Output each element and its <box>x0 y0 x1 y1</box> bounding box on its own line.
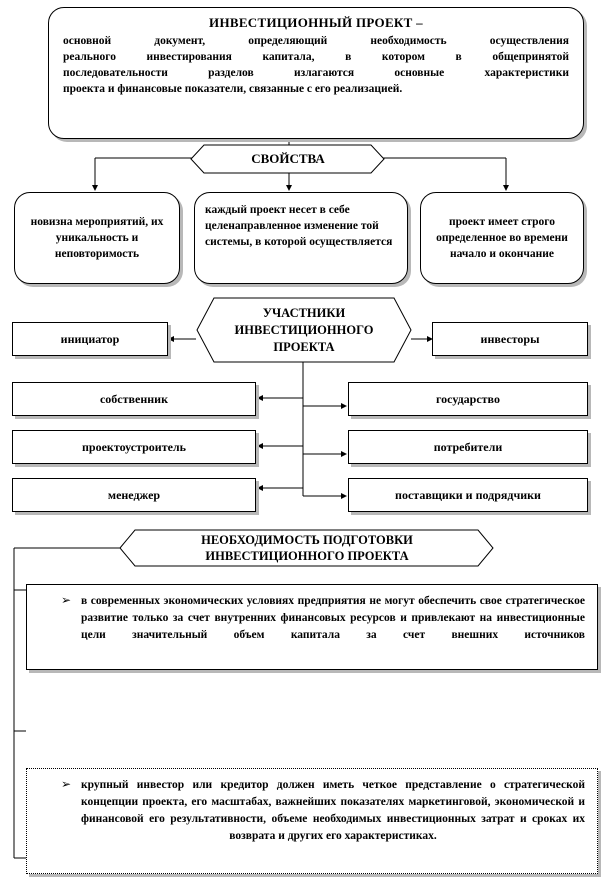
definition-line: основной документ, определяющий необходимость осуществления <box>63 35 569 47</box>
necessity-bullet-row <box>27 593 597 644</box>
participant-state: государство <box>348 382 588 416</box>
necessity-title-line: ИНВЕСТИЦИОННОГО ПРОЕКТА <box>205 549 409 563</box>
participant-manager: менеджер <box>12 478 256 512</box>
necessity-bullet-row <box>27 777 597 845</box>
necessity-title <box>130 530 484 566</box>
properties-title: СВОЙСТВА <box>251 151 325 166</box>
arrow-bullet-icon: ➢ <box>61 777 72 791</box>
necessity-title-line: НЕОБХОДИМОСТЬ ПОДГОТОВКИ <box>201 533 413 547</box>
definition-line: проекта и финансовые показатели, связанные с его реализацией. <box>63 83 403 95</box>
property-timeframe: проект имеет строго определенное во времени начало и окончание <box>420 192 584 284</box>
participant-owner: собственник <box>12 382 256 416</box>
necessity-item-text: в современных экономических условиях предприятия не могут обеспечить свое стратегическое развитие только за счет внутренних финансовых ресурсов и привлекают на инвестиционные цели значительный объем капитала за счет внешних источников <box>81 595 585 641</box>
participant-consumers: потребители <box>348 430 588 464</box>
participant-initiator: инициатор <box>12 322 168 356</box>
definition-box <box>48 7 584 139</box>
property-novelty: новизна мероприятий, их уникальность и неповторимость <box>14 192 180 284</box>
necessity-item-investor-clarity <box>26 768 598 874</box>
necessity-item-external-capital <box>26 584 598 670</box>
arrow-bullet-icon: ➢ <box>61 593 72 607</box>
participants-title: УЧАСТНИКИ ИНВЕСТИЦИОННОГО ПРОЕКТА <box>234 305 374 354</box>
definition-line: последовательности разделов излагаются основные характеристики <box>63 67 569 79</box>
participant-project-designer: проектоустроитель <box>12 430 256 464</box>
participant-suppliers: поставщики и подрядчики <box>348 478 588 512</box>
definition-line: реального инвестирования капитала, в котором в общепринятой <box>63 51 569 63</box>
definition-text <box>49 33 583 97</box>
necessity-item-text: крупный инвестор или кредитор должен иметь четкое представление о стратегической концепции проекта, его масштабах, важнейших показателях маркетинговой, экономической и финансовой его результативности, объеме необходимых инвестиционных затрат и сроках их возврата и других его характеристиках. <box>81 779 585 842</box>
property-change: каждый проект несет в себе целенаправленное изменение той системы, в которой осуществляется <box>194 192 408 284</box>
definition-title: ИНВЕСТИЦИОННЫЙ ПРОЕКТ – <box>209 15 423 30</box>
participant-investors: инвесторы <box>432 322 588 356</box>
